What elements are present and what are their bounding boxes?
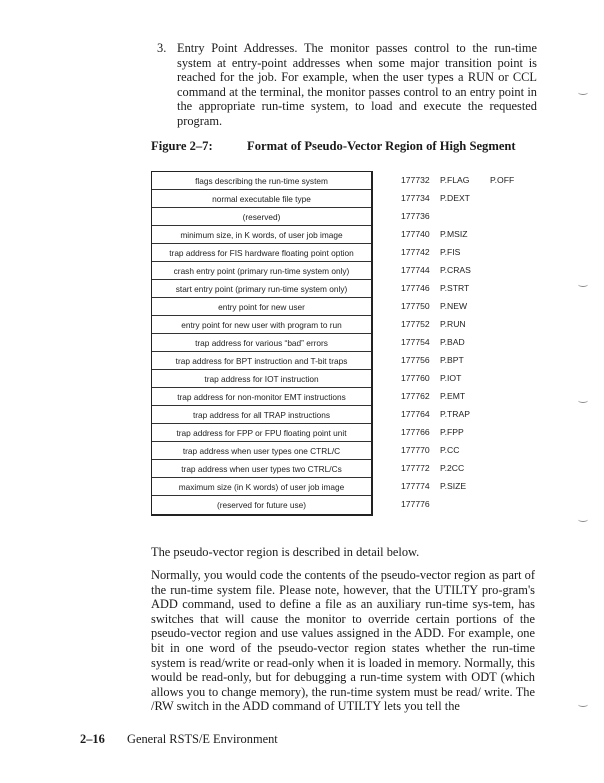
address-row <box>401 297 540 315</box>
table-row: minimum size, in K words, of user job image <box>152 226 371 244</box>
list-item-number: 3. <box>157 41 167 55</box>
table-row: normal executable file type <box>152 190 371 208</box>
address-row <box>401 459 540 477</box>
octal-address: 177762 <box>401 391 430 401</box>
table-row: trap address for FIS hardware floating point option <box>152 244 371 262</box>
page-footer <box>80 732 278 747</box>
list-item-text: Entry Point Addresses. The monitor passes control to the run-time system at entry-point addresses when some major transition point is reached for the job. For example, when the user types a RUN or CCL command at the terminal, the monitor passes control to an entry point in the appropriate run-time system, to load and execute the requested program. <box>177 41 537 128</box>
paragraph-body: Normally, you would code the contents of the pseudo-vector region as part of the run-time system file. Please note, however, that the UTILTY pro-gram's ADD command, used to define a file as an auxiliary run-time sys-tem, has switches that will cause the monitor to override certain portions of the pseudo-vector region and use values assigned in the ADD. For example, one bit in one word of the pseudo-vector region states whether the run-time system is read/write or read-only when it is loaded in memory. Normally, this would be read-only, but for debugging a run-time system with ODT (which allows you to change memory), the run-time system must be read/ write. The /RW switch in the ADD command of UTILTY lets you tell the <box>151 568 535 714</box>
address-row <box>401 189 540 207</box>
octal-address: 177776 <box>401 499 430 509</box>
symbol-name: P.BPT <box>440 355 464 365</box>
figure-caption: Format of Pseudo-Vector Region of High Segment <box>247 139 516 153</box>
symbol-name: P.CC <box>440 445 460 455</box>
address-row <box>401 225 540 243</box>
octal-address: 177740 <box>401 229 430 239</box>
symbol-name: P.FPP <box>440 427 464 437</box>
octal-address: 177734 <box>401 193 430 203</box>
symbol-name: P.FLAG <box>440 175 470 185</box>
symbol-name: P.NEW <box>440 301 468 311</box>
address-row <box>401 441 540 459</box>
address-column <box>401 171 540 513</box>
paragraph-intro: The pseudo-vector region is described in detail below. <box>151 545 420 559</box>
table-row: flags describing the run-time system <box>152 172 371 190</box>
symbol-name: P.IOT <box>440 373 462 383</box>
address-row <box>401 387 540 405</box>
list-item-entry-point-addresses <box>157 41 537 129</box>
octal-address: 177732 <box>401 175 430 185</box>
octal-address: 177770 <box>401 445 430 455</box>
table-row: entry point for new user <box>152 298 371 316</box>
page-number: 2–16 <box>80 732 105 746</box>
symbol-name: P.FIS <box>440 247 461 257</box>
symbol-name: P.TRAP <box>440 409 470 419</box>
octal-address: 177742 <box>401 247 430 257</box>
symbol-name: P.MSIZ <box>440 229 468 239</box>
address-row <box>401 405 540 423</box>
table-row: trap address for IOT instruction <box>152 370 371 388</box>
symbol-name: P.2CC <box>440 463 465 473</box>
figure-label: Figure 2–7: <box>151 139 213 153</box>
table-row: trap address when user types two CTRL/Cs <box>152 460 371 478</box>
table-row: trap address for all TRAP instructions <box>152 406 371 424</box>
octal-address: 177766 <box>401 427 430 437</box>
table-row: start entry point (primary run-time system only) <box>152 280 371 298</box>
address-row <box>401 369 540 387</box>
margin-mark <box>578 398 588 403</box>
symbol-name: P.DEXT <box>440 193 470 203</box>
table-row: entry point for new user with program to run <box>152 316 371 334</box>
table-row: maximum size (in K words) of user job image <box>152 478 371 496</box>
symbol-name: P.CRAS <box>440 265 471 275</box>
table-row: trap address when user types one CTRL/C <box>152 442 371 460</box>
octal-address: 177736 <box>401 211 430 221</box>
address-row <box>401 423 540 441</box>
table-row: trap address for BPT instruction and T-bit traps <box>152 352 371 370</box>
pseudo-vector-table <box>151 171 373 516</box>
address-row <box>401 477 540 495</box>
symbol-name: P.SIZE <box>440 481 467 491</box>
margin-mark <box>578 282 588 287</box>
octal-address: 177746 <box>401 283 430 293</box>
symbol-name: P.STRT <box>440 283 470 293</box>
table-row: trap address for non-monitor EMT instructions <box>152 388 371 406</box>
address-row <box>401 333 540 351</box>
address-row <box>401 315 540 333</box>
address-row <box>401 171 540 189</box>
margin-mark <box>578 702 588 707</box>
octal-address: 177756 <box>401 355 430 365</box>
table-row: (reserved) <box>152 208 371 226</box>
octal-address: 177772 <box>401 463 430 473</box>
octal-address: 177764 <box>401 409 430 419</box>
address-row <box>401 207 540 225</box>
address-row <box>401 279 540 297</box>
octal-address: 177774 <box>401 481 430 491</box>
margin-mark <box>578 90 588 95</box>
table-row: trap address for various “bad” errors <box>152 334 371 352</box>
address-row <box>401 351 540 369</box>
symbol-name: P.EMT <box>440 391 466 401</box>
symbol-name: P.OFF <box>490 175 515 185</box>
address-row <box>401 243 540 261</box>
octal-address: 177754 <box>401 337 430 347</box>
symbol-name: P.BAD <box>440 337 465 347</box>
octal-address: 177744 <box>401 265 430 275</box>
address-row <box>401 261 540 279</box>
figure-title <box>151 139 516 154</box>
table-row: crash entry point (primary run-time system only) <box>152 262 371 280</box>
octal-address: 177750 <box>401 301 430 311</box>
octal-address: 177752 <box>401 319 430 329</box>
octal-address: 177760 <box>401 373 430 383</box>
table-row: (reserved for future use) <box>217 500 306 510</box>
footer-title: General RSTS/E Environment <box>127 732 278 746</box>
table-row: trap address for FPP or FPU floating point unit <box>152 424 371 442</box>
address-row <box>401 495 540 513</box>
margin-mark <box>578 517 588 522</box>
symbol-name: P.RUN <box>440 319 466 329</box>
